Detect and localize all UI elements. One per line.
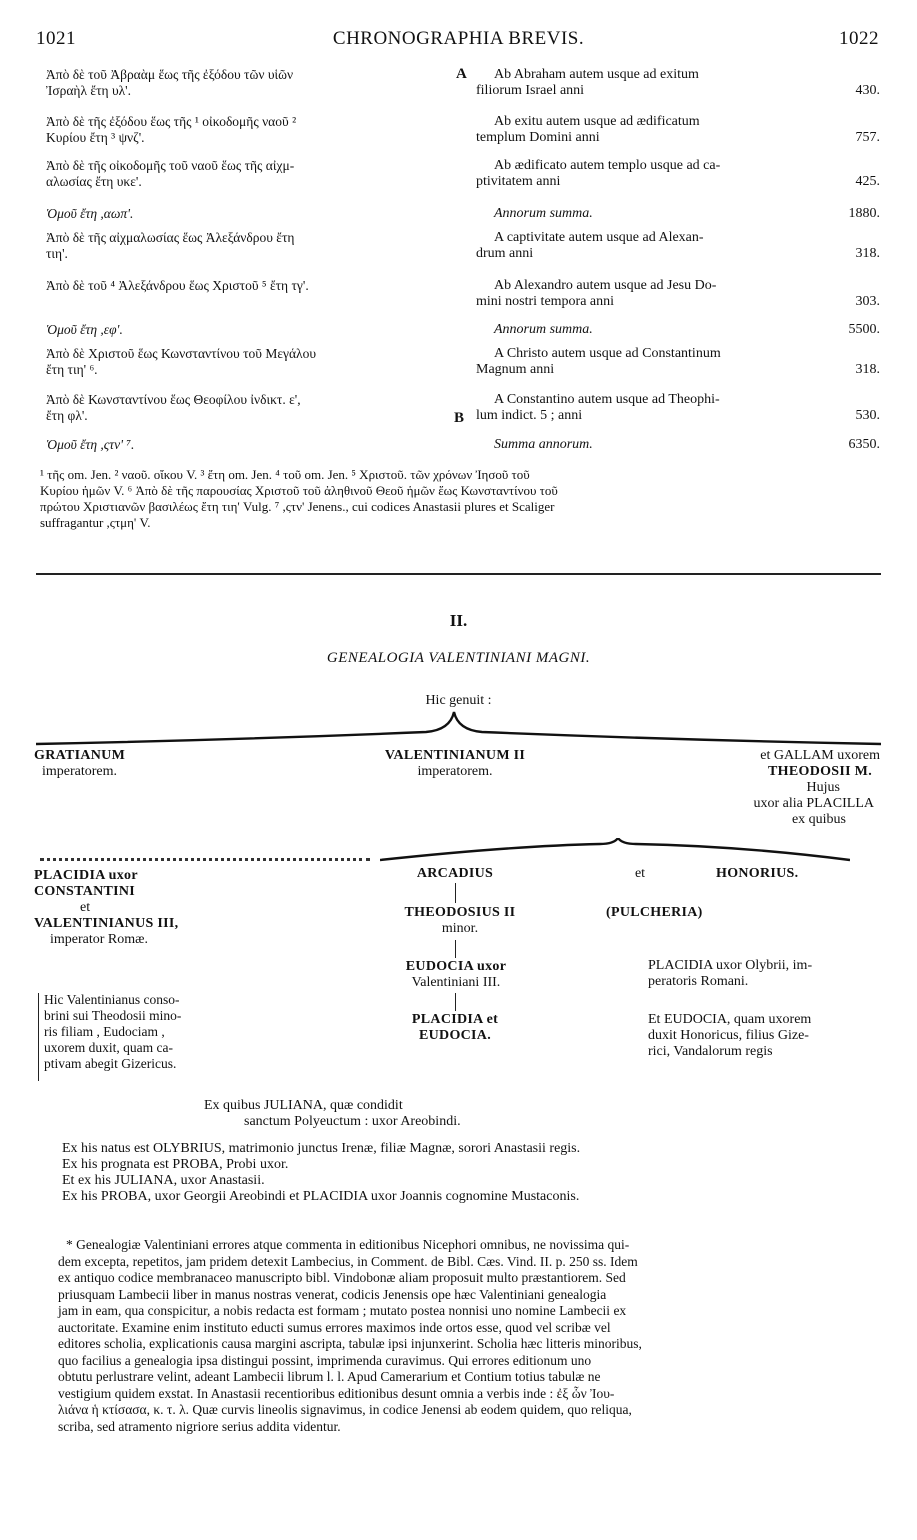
latin-entry (476, 392, 880, 424)
footnote-line: ex antiquo codice membranaceo manuscripto bibl. Vindobonæ aliam proposuit multo præstantiorem. Sed (58, 1270, 626, 1285)
footnote-line: jam in eam, qua conspicitur, a nobis redacta est formam ; mutato postea nonnisi uno nomine Lambecii ex (58, 1303, 627, 1318)
latin-line: Ab Alexandro autem usque ad Jesu Do- (494, 278, 717, 293)
genealogy-line: et (80, 900, 91, 915)
footnote-line: vestigium quidem exstat. In Anastasii recentioribus editionibus desunt omnia a verbis inde : ἐξ ὧν Ἰου- (58, 1385, 615, 1401)
chronology-table (0, 0, 917, 470)
footnote-line: * Genealogiæ Valentiniani errores atque commenta in editionibus Nicephori omnibus, ne novissima qui- (66, 1237, 630, 1252)
apparatus-line: πρώτου Χριστιανῶν βασιλέως ἔτη τιη' Vulg. ⁷ ,ςτν' Jenens., cui codices Anastasii plures et Scaliger (40, 499, 555, 514)
greek-line: Ἀπὸ δὲ τῆς αἰχμαλωσίας ἕως Ἀλεξάνδρου ἔτη (46, 230, 295, 245)
galla-line: uxor alia PLACILLA (753, 796, 874, 811)
greek-line: Ὁμοῦ ἔτη ,αωπ'. (46, 206, 134, 221)
greek-entry (46, 158, 456, 190)
greek-line: Ἀπὸ δὲ τοῦ ⁴ Ἀλεξάνδρου ἕως Χριστοῦ ⁵ ἔτη τγ'. (46, 278, 309, 293)
descent-line (455, 883, 456, 903)
greek-line: Ὁμοῦ ἔτη ,ςτν' ⁷. (46, 437, 135, 452)
greek-line: Κυρίου ἔτη ³ ψνζ'. (46, 130, 145, 145)
year-value: 430. (855, 83, 880, 98)
genealogy-line: EUDOCIA. (418, 1028, 492, 1043)
apparatus-line: Κυρίου ἡμῶν V. ⁶ Ἀπὸ δὲ τῆς παρουσίας Χριστοῦ τοῦ ἀληθινοῦ Θεοῦ ἡμῶν ἕως Κωνσταντίνου τοῦ (40, 483, 558, 498)
person-name: VALENTINIANUM II (384, 748, 526, 763)
children-brace (380, 838, 850, 864)
footnote-line: priusquam Lambecii liber in manus nostras venerat, codicis Jenensis ope hæc Valentiniani genealogia (58, 1286, 607, 1302)
year-value: 318. (855, 246, 880, 261)
side-note-line: ris filiam , Eudociam , (44, 1024, 165, 1039)
greek-line: Ἀπὸ δὲ Χριστοῦ ἕως Κωνσταντίνου τοῦ Μεγάλου (46, 346, 317, 361)
greek-entry (46, 114, 456, 146)
latin-line: templum Domini anni (476, 130, 600, 145)
genealogy-line: Valentiniani III. (411, 975, 501, 990)
side-note-line: uxorem duxit, quam ca- (44, 1040, 173, 1055)
year-value: 6350. (848, 437, 880, 452)
person-name: THEODOSIUS II (404, 905, 516, 920)
greek-line: ἔτη τιη' ⁶. (46, 362, 98, 377)
galla-line: THEODOSII M. (768, 764, 872, 779)
descendant-line: Ex his prognata est PROBA, Probi uxor. (62, 1157, 289, 1172)
latin-line: Ab ædificato autem templo usque ad ca- (494, 158, 721, 173)
footnote-line: quo facilius a genealogia ipsa distingui possint, imprimenda curavimus. Qui errores editionum uno (58, 1352, 592, 1368)
genealogy-line: peratoris Romani. (648, 974, 749, 989)
latin-entry (476, 278, 880, 310)
genealogy-brace (36, 706, 881, 746)
genealogy-line: CONSTANTINI (34, 884, 136, 899)
side-note-bracket (38, 993, 39, 1081)
descent-line (455, 993, 456, 1011)
year-value: 5500. (848, 322, 880, 337)
latin-line: Magnum anni (476, 362, 555, 377)
placidia-olybrius-node (648, 958, 884, 990)
conjunction-et: et (634, 866, 646, 881)
page-number-left: 1021 (36, 28, 76, 49)
person-name: GRATIANUM (34, 748, 126, 763)
genealogy-line: PLACIDIA et (411, 1012, 499, 1027)
latin-line: Annorum summa. (494, 322, 593, 337)
greek-entry (46, 346, 456, 378)
greek-line: Ἀπὸ δὲ Κωνσταντίνου ἕως Θεοφίλου ἰνδικτ. ε', (46, 392, 301, 407)
margin-marker-a: A (456, 66, 467, 82)
placidia-eudocia-node (380, 1012, 530, 1044)
apparatus-line: ¹ τῆς om. Jen. ² ναοῦ. οἴκου V. ³ ἔτη om. Jen. ⁴ τοῦ om. Jen. ⁵ Χριστοῦ. τῶν χρόνων Ἰησοῦ τοῦ (40, 467, 530, 482)
dotted-connector (40, 858, 370, 861)
eudocia-node (376, 959, 536, 991)
genealogy-line: PLACIDIA uxor Olybrii, im- (648, 958, 813, 973)
margin-marker-b: B (454, 410, 465, 426)
theodosius-node (380, 905, 540, 937)
descendants-list (62, 1141, 882, 1205)
genealogy-line: Ex quibus JULIANA, quæ condidit (204, 1098, 403, 1113)
genealogy-line: PLACIDIA uxor (34, 868, 138, 883)
latin-line: filiorum Israel anni (476, 83, 585, 98)
person-desc: minor. (441, 921, 479, 936)
latin-line: A captivitate autem usque ad Alexan- (494, 230, 704, 245)
section-number: II. (449, 611, 468, 630)
person-desc: imperatorem. (417, 764, 493, 779)
genealogy-line: rici, Vandalorum regis (648, 1044, 773, 1059)
greek-line: αλωσίας ἔτη υκε'. (46, 174, 142, 189)
latin-line: Ab Abraham autem usque ad exitum (494, 67, 699, 82)
greek-sum (46, 206, 456, 222)
greek-entry (46, 392, 456, 424)
person-desc: imperatorem. (42, 764, 118, 779)
year-value: 318. (855, 362, 880, 377)
galla-node (640, 748, 880, 828)
footnote-line: λιάνα ἡ κτίσασα, κ. τ. λ. Quæ curvis lineolis signavimus, in codice Jenensi ab eodem quidem, quo reliqua, (58, 1402, 632, 1417)
arcadius-node: ARCADIUS (416, 866, 494, 881)
descendant-line: Ex his PROBA, uxor Georgii Areobindi et PLACIDIA uxor Joannis cognomine Mustaconis. (62, 1189, 580, 1204)
greek-line: Ἀπὸ δὲ τῆς ἐξόδου ἕως τῆς ¹ οἰκοδομῆς ναοῦ ² (46, 114, 297, 129)
greek-entry (46, 230, 456, 262)
eudocia-honoricus-node (648, 1012, 884, 1060)
latin-entry (476, 346, 880, 378)
greek-line: Ἀπὸ δὲ τοῦ Ἀβραὰμ ἕως τῆς ἐξόδου τῶν υἱῶν (46, 67, 294, 82)
latin-sum (476, 322, 880, 338)
section-title: GENEALOGIA VALENTINIANI MAGNI. (326, 650, 591, 666)
genealogy-line: Et EUDOCIA, quam uxorem (648, 1012, 812, 1027)
greek-entry (46, 278, 456, 294)
genealogy-line: EUDOCIA uxor (405, 959, 507, 974)
apparatus-line: suffragantur ,ςτμη' V. (40, 515, 151, 530)
latin-entry (476, 230, 880, 262)
gratianus-node (34, 748, 154, 780)
genealogy-footnote (58, 1237, 884, 1435)
latin-line: mini nostri tempora anni (476, 294, 615, 309)
pulcheria-node: (PULCHERIA) (606, 905, 703, 920)
genealogy-line: imperator Romæ. (50, 932, 148, 947)
descendant-line: Ex his natus est OLYBRIUS, matrimonio junctus Irenæ, filiæ Magnæ, sorori Anastasii regis. (62, 1141, 581, 1156)
year-value: 425. (855, 174, 880, 189)
placidia-constantini-node (34, 868, 244, 948)
year-value: 757. (855, 130, 880, 145)
footnote-line: editores scholia, explicationis causa margini ascripta, tabulæ ipsi injunxerint. Scholia hæc litteris minoribus, (58, 1336, 642, 1351)
critical-apparatus (40, 467, 882, 531)
side-note-line: ptivam abegit Gizericus. (44, 1056, 177, 1071)
greek-line: Ὁμοῦ ἔτη ,εφ'. (46, 322, 123, 337)
valentinianus2-node (360, 748, 550, 780)
juliana-node (204, 1098, 534, 1130)
greek-sum (46, 322, 456, 338)
greek-line: Ἀπὸ δὲ τῆς οἰκοδομῆς τοῦ ναοῦ ἕως τῆς αἰχμ- (46, 158, 295, 173)
page-number-right: 1022 (839, 28, 879, 49)
genealogy-line: duxit Honoricus, filius Gize- (648, 1028, 809, 1043)
side-note-line: Hic Valentinianus conso- (44, 992, 180, 1007)
side-note-line: brini sui Theodosii mino- (44, 1008, 182, 1023)
section-divider (36, 573, 881, 575)
year-value: 1880. (848, 206, 880, 221)
footnote-line: auctoritate. Examine enim instituto educti sumus errores maximos inde ortos esse, quod vel scribæ vel (58, 1319, 611, 1335)
footnote-line: scriba, sed atramento nigriore serius addita videntur. (58, 1418, 341, 1434)
latin-line: ptivitatem anni (476, 174, 561, 189)
greek-entry (46, 67, 456, 99)
greek-sum (46, 437, 456, 453)
latin-line: Annorum summa. (494, 206, 593, 221)
greek-line: ἔτη φλ'. (46, 408, 88, 423)
genealogy-line: sanctum Polyeuctum : uxor Areobindi. (244, 1114, 461, 1129)
footnote-line: obtutu perlustrare velint, adeant Lambecii librum l. l. Apud Camerarium et Contium totius tabulæ ne (58, 1369, 601, 1384)
honorius-node: HONORIUS. (716, 866, 799, 881)
latin-line: Summa annorum. (494, 437, 593, 452)
latin-sum (476, 206, 880, 222)
galla-line: Hujus (806, 780, 840, 795)
latin-line: lum indict. 5 ; anni (476, 408, 583, 423)
latin-sum (476, 437, 880, 453)
descent-line (455, 940, 456, 958)
galla-line: et GALLAM uxorem (760, 748, 880, 763)
latin-line: A Constantino autem usque ad Theophi- (494, 392, 720, 407)
latin-entry (476, 67, 880, 99)
greek-line: τιη'. (46, 246, 68, 261)
latin-entry (476, 158, 880, 190)
genealogy-intro: Hic genuit : (425, 693, 492, 708)
year-value: 530. (855, 408, 880, 423)
latin-line: Ab exitu autem usque ad ædificatum (494, 114, 700, 129)
latin-line: A Christo autem usque ad Constantinum (494, 346, 721, 361)
side-note (44, 992, 259, 1072)
latin-line: drum anni (476, 246, 534, 261)
footnote-line: dem excepta, repetitos, jam pridem detexit Lambecius, in Comment. de Bibl. Cæs. Vind. II. p. 250 ss. Idem (58, 1253, 638, 1269)
year-value: 303. (855, 294, 880, 309)
latin-entry (476, 114, 880, 146)
running-title: CHRONOGRAPHIA BREVIS. (332, 28, 585, 49)
greek-line: Ἰσραὴλ ἔτη υλ'. (46, 83, 131, 98)
genealogy-line: VALENTINIANUS III, (34, 916, 179, 931)
descendant-line: Et ex his JULIANA, uxor Anastasii. (62, 1173, 265, 1188)
galla-line: ex quibus (791, 812, 846, 827)
